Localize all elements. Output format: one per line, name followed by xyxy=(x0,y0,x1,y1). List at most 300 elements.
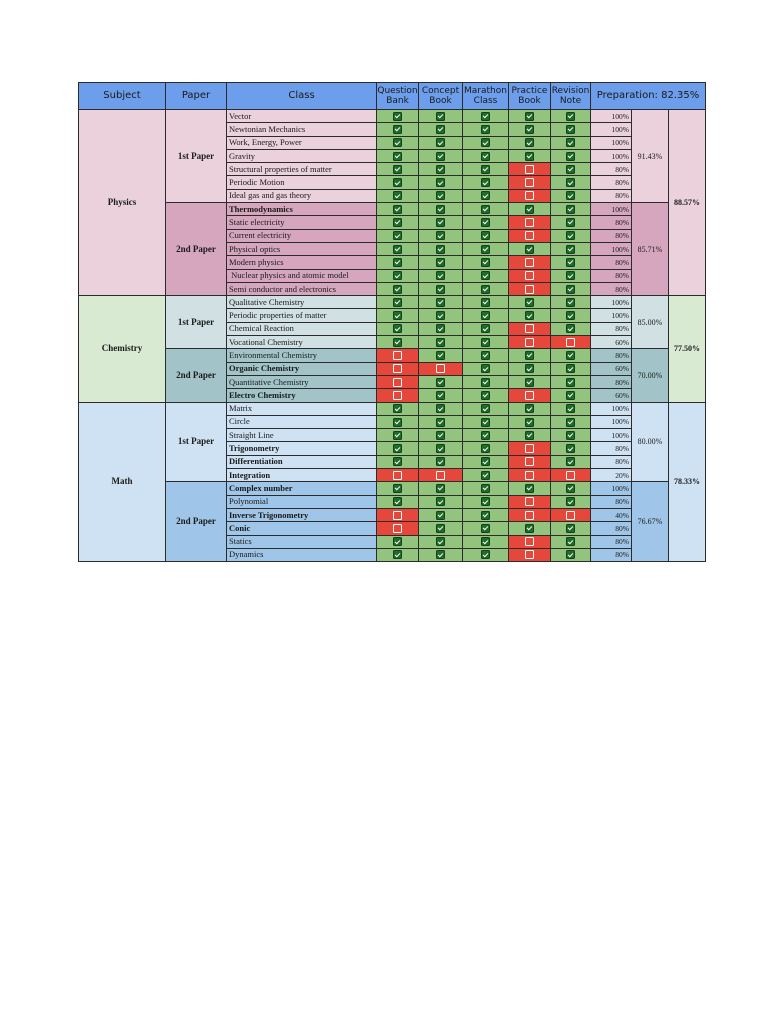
header-marathon-class: Marathon Class xyxy=(463,83,509,110)
checked-checkbox[interactable] xyxy=(525,404,534,413)
marathon-class-cell xyxy=(463,455,509,468)
class-name-cell: Modern physics xyxy=(227,256,377,269)
checked-checkbox[interactable] xyxy=(566,444,575,453)
marathon-class-cell xyxy=(463,349,509,362)
checked-checkbox[interactable] xyxy=(566,311,575,320)
subject-average: 78.33% xyxy=(669,402,706,562)
practice-book-cell xyxy=(509,415,551,428)
unchecked-checkbox[interactable] xyxy=(525,457,534,466)
checked-checkbox[interactable] xyxy=(393,457,402,466)
concept-book-cell xyxy=(419,535,463,548)
checked-checkbox[interactable] xyxy=(436,231,445,240)
checked-checkbox[interactable] xyxy=(481,431,490,440)
practice-book-cell xyxy=(509,110,551,123)
checked-checkbox[interactable] xyxy=(393,165,402,174)
checked-checkbox[interactable] xyxy=(566,378,575,387)
row-percentage: 80% xyxy=(591,455,632,468)
checked-checkbox[interactable] xyxy=(481,205,490,214)
concept-book-cell xyxy=(419,389,463,402)
question-bank-cell xyxy=(377,282,419,295)
marathon-class-cell xyxy=(463,216,509,229)
checked-checkbox[interactable] xyxy=(525,205,534,214)
unchecked-checkbox[interactable] xyxy=(525,324,534,333)
marathon-class-cell xyxy=(463,522,509,535)
preparation-table xyxy=(78,82,706,562)
checked-checkbox[interactable] xyxy=(393,231,402,240)
checked-checkbox[interactable] xyxy=(481,218,490,227)
checked-checkbox[interactable] xyxy=(436,511,445,520)
class-name-cell: Physical optics xyxy=(227,242,377,255)
checked-checkbox[interactable] xyxy=(436,444,445,453)
checked-checkbox[interactable] xyxy=(525,418,534,427)
checked-checkbox[interactable] xyxy=(436,245,445,254)
checked-checkbox[interactable] xyxy=(525,152,534,161)
unchecked-checkbox[interactable] xyxy=(525,444,534,453)
checked-checkbox[interactable] xyxy=(566,138,575,147)
unchecked-checkbox[interactable] xyxy=(525,165,534,174)
checked-checkbox[interactable] xyxy=(481,444,490,453)
checked-checkbox[interactable] xyxy=(436,165,445,174)
row-percentage: 100% xyxy=(591,110,632,123)
checked-checkbox[interactable] xyxy=(393,258,402,267)
checked-checkbox[interactable] xyxy=(566,484,575,493)
row-percentage: 100% xyxy=(591,123,632,136)
question-bank-cell xyxy=(377,242,419,255)
checked-checkbox[interactable] xyxy=(393,245,402,254)
practice-book-cell xyxy=(509,282,551,295)
marathon-class-cell xyxy=(463,508,509,521)
checked-checkbox[interactable] xyxy=(436,152,445,161)
checked-checkbox[interactable] xyxy=(436,497,445,506)
marathon-class-cell xyxy=(463,229,509,242)
checked-checkbox[interactable] xyxy=(436,191,445,200)
checked-checkbox[interactable] xyxy=(566,497,575,506)
unchecked-checkbox[interactable] xyxy=(393,378,402,387)
checked-checkbox[interactable] xyxy=(436,205,445,214)
checked-checkbox[interactable] xyxy=(566,418,575,427)
checked-checkbox[interactable] xyxy=(393,125,402,134)
paper-average: 85.71% xyxy=(632,203,669,296)
row-percentage: 80% xyxy=(591,229,632,242)
checked-checkbox[interactable] xyxy=(481,550,490,559)
checked-checkbox[interactable] xyxy=(525,245,534,254)
revision-note-cell xyxy=(551,269,591,282)
checked-checkbox[interactable] xyxy=(481,285,490,294)
checked-checkbox[interactable] xyxy=(525,112,534,121)
checked-checkbox[interactable] xyxy=(481,364,490,373)
checked-checkbox[interactable] xyxy=(566,205,575,214)
checked-checkbox[interactable] xyxy=(436,112,445,121)
checked-checkbox[interactable] xyxy=(566,178,575,187)
subject-cell: Math xyxy=(79,402,166,562)
checked-checkbox[interactable] xyxy=(481,511,490,520)
checked-checkbox[interactable] xyxy=(436,125,445,134)
row-percentage: 80% xyxy=(591,495,632,508)
checked-checkbox[interactable] xyxy=(566,125,575,134)
checked-checkbox[interactable] xyxy=(525,484,534,493)
checked-checkbox[interactable] xyxy=(393,444,402,453)
unchecked-checkbox[interactable] xyxy=(436,364,445,373)
checked-checkbox[interactable] xyxy=(436,351,445,360)
checked-checkbox[interactable] xyxy=(481,497,490,506)
row-percentage: 80% xyxy=(591,216,632,229)
marathon-class-cell xyxy=(463,548,509,561)
question-bank-cell xyxy=(377,149,419,162)
marathon-class-cell xyxy=(463,362,509,375)
checked-checkbox[interactable] xyxy=(566,351,575,360)
class-name-cell: Environmental Chemistry xyxy=(227,349,377,362)
question-bank-cell xyxy=(377,136,419,149)
unchecked-checkbox[interactable] xyxy=(525,338,534,347)
checked-checkbox[interactable] xyxy=(481,404,490,413)
checked-checkbox[interactable] xyxy=(481,271,490,280)
question-bank-cell xyxy=(377,455,419,468)
checked-checkbox[interactable] xyxy=(436,311,445,320)
practice-book-cell xyxy=(509,242,551,255)
checked-checkbox[interactable] xyxy=(393,311,402,320)
checked-checkbox[interactable] xyxy=(481,152,490,161)
checked-checkbox[interactable] xyxy=(393,418,402,427)
checked-checkbox[interactable] xyxy=(525,298,534,307)
checked-checkbox[interactable] xyxy=(393,152,402,161)
checked-checkbox[interactable] xyxy=(481,298,490,307)
unchecked-checkbox[interactable] xyxy=(525,471,534,480)
checked-checkbox[interactable] xyxy=(393,404,402,413)
row-percentage: 80% xyxy=(591,548,632,561)
marathon-class-cell xyxy=(463,189,509,202)
unchecked-checkbox[interactable] xyxy=(525,511,534,520)
practice-book-cell xyxy=(509,482,551,495)
concept-book-cell xyxy=(419,309,463,322)
checked-checkbox[interactable] xyxy=(436,431,445,440)
checked-checkbox[interactable] xyxy=(393,324,402,333)
checked-checkbox[interactable] xyxy=(436,285,445,294)
concept-book-cell xyxy=(419,402,463,415)
unchecked-checkbox[interactable] xyxy=(393,471,402,480)
revision-note-cell xyxy=(551,123,591,136)
checked-checkbox[interactable] xyxy=(393,271,402,280)
concept-book-cell xyxy=(419,136,463,149)
checked-checkbox[interactable] xyxy=(481,125,490,134)
paper-cell: 1st Paper xyxy=(166,296,227,349)
checked-checkbox[interactable] xyxy=(566,404,575,413)
checked-checkbox[interactable] xyxy=(566,245,575,254)
revision-note-cell xyxy=(551,296,591,309)
row-percentage: 60% xyxy=(591,336,632,349)
practice-book-cell xyxy=(509,375,551,388)
revision-note-cell xyxy=(551,282,591,295)
unchecked-checkbox[interactable] xyxy=(436,471,445,480)
checked-checkbox[interactable] xyxy=(566,285,575,294)
concept-book-cell xyxy=(419,296,463,309)
checked-checkbox[interactable] xyxy=(566,364,575,373)
checked-checkbox[interactable] xyxy=(525,138,534,147)
paper-cell: 2nd Paper xyxy=(166,482,227,562)
revision-note-cell xyxy=(551,229,591,242)
marathon-class-cell xyxy=(463,535,509,548)
question-bank-cell xyxy=(377,322,419,335)
unchecked-checkbox[interactable] xyxy=(393,351,402,360)
revision-note-cell xyxy=(551,176,591,189)
subject-cell: Chemistry xyxy=(79,296,166,402)
row-percentage: 100% xyxy=(591,203,632,216)
concept-book-cell xyxy=(419,189,463,202)
unchecked-checkbox[interactable] xyxy=(566,338,575,347)
practice-book-cell xyxy=(509,309,551,322)
checked-checkbox[interactable] xyxy=(566,298,575,307)
checked-checkbox[interactable] xyxy=(566,258,575,267)
checked-checkbox[interactable] xyxy=(436,524,445,533)
checked-checkbox[interactable] xyxy=(393,205,402,214)
table-row xyxy=(79,402,706,415)
question-bank-cell xyxy=(377,256,419,269)
concept-book-cell xyxy=(419,110,463,123)
row-percentage: 80% xyxy=(591,522,632,535)
checked-checkbox[interactable] xyxy=(436,271,445,280)
marathon-class-cell xyxy=(463,269,509,282)
checked-checkbox[interactable] xyxy=(436,404,445,413)
row-percentage: 80% xyxy=(591,322,632,335)
practice-book-cell xyxy=(509,389,551,402)
checked-checkbox[interactable] xyxy=(525,378,534,387)
checked-checkbox[interactable] xyxy=(481,165,490,174)
checked-checkbox[interactable] xyxy=(566,431,575,440)
checked-checkbox[interactable] xyxy=(566,191,575,200)
checked-checkbox[interactable] xyxy=(566,537,575,546)
checked-checkbox[interactable] xyxy=(525,351,534,360)
checked-checkbox[interactable] xyxy=(393,178,402,187)
practice-book-cell xyxy=(509,296,551,309)
row-percentage: 20% xyxy=(591,469,632,482)
unchecked-checkbox[interactable] xyxy=(525,391,534,400)
concept-book-cell xyxy=(419,548,463,561)
checked-checkbox[interactable] xyxy=(481,537,490,546)
practice-book-cell xyxy=(509,163,551,176)
revision-note-cell xyxy=(551,455,591,468)
unchecked-checkbox[interactable] xyxy=(393,364,402,373)
table-row xyxy=(79,349,706,362)
class-name-cell: Current electricity xyxy=(227,229,377,242)
question-bank-cell xyxy=(377,296,419,309)
revision-note-cell xyxy=(551,402,591,415)
checked-checkbox[interactable] xyxy=(393,298,402,307)
unchecked-checkbox[interactable] xyxy=(393,391,402,400)
practice-book-cell xyxy=(509,123,551,136)
checked-checkbox[interactable] xyxy=(393,484,402,493)
unchecked-checkbox[interactable] xyxy=(566,471,575,480)
checked-checkbox[interactable] xyxy=(481,457,490,466)
checked-checkbox[interactable] xyxy=(481,112,490,121)
unchecked-checkbox[interactable] xyxy=(566,511,575,520)
marathon-class-cell xyxy=(463,149,509,162)
unchecked-checkbox[interactable] xyxy=(393,524,402,533)
practice-book-cell xyxy=(509,136,551,149)
checked-checkbox[interactable] xyxy=(566,524,575,533)
concept-book-cell xyxy=(419,149,463,162)
checked-checkbox[interactable] xyxy=(436,457,445,466)
practice-book-cell xyxy=(509,455,551,468)
checked-checkbox[interactable] xyxy=(481,378,490,387)
marathon-class-cell xyxy=(463,442,509,455)
checked-checkbox[interactable] xyxy=(566,391,575,400)
row-percentage: 80% xyxy=(591,282,632,295)
row-percentage: 80% xyxy=(591,535,632,548)
checked-checkbox[interactable] xyxy=(566,324,575,333)
row-percentage: 80% xyxy=(591,442,632,455)
row-percentage: 80% xyxy=(591,375,632,388)
unchecked-checkbox[interactable] xyxy=(393,511,402,520)
checked-checkbox[interactable] xyxy=(436,258,445,267)
checked-checkbox[interactable] xyxy=(436,298,445,307)
question-bank-cell xyxy=(377,469,419,482)
table-body xyxy=(79,110,706,562)
concept-book-cell xyxy=(419,256,463,269)
unchecked-checkbox[interactable] xyxy=(525,258,534,267)
concept-book-cell xyxy=(419,229,463,242)
checked-checkbox[interactable] xyxy=(481,484,490,493)
row-percentage: 60% xyxy=(591,389,632,402)
practice-book-cell xyxy=(509,535,551,548)
checked-checkbox[interactable] xyxy=(436,391,445,400)
checked-checkbox[interactable] xyxy=(481,471,490,480)
checked-checkbox[interactable] xyxy=(525,524,534,533)
unchecked-checkbox[interactable] xyxy=(525,550,534,559)
unchecked-checkbox[interactable] xyxy=(525,537,534,546)
class-name-cell: Static electricity xyxy=(227,216,377,229)
revision-note-cell xyxy=(551,110,591,123)
unchecked-checkbox[interactable] xyxy=(525,191,534,200)
checked-checkbox[interactable] xyxy=(393,431,402,440)
row-percentage: 60% xyxy=(591,362,632,375)
checked-checkbox[interactable] xyxy=(436,324,445,333)
revision-note-cell xyxy=(551,495,591,508)
checked-checkbox[interactable] xyxy=(566,218,575,227)
checked-checkbox[interactable] xyxy=(525,311,534,320)
checked-checkbox[interactable] xyxy=(481,524,490,533)
question-bank-cell xyxy=(377,189,419,202)
unchecked-checkbox[interactable] xyxy=(525,231,534,240)
checked-checkbox[interactable] xyxy=(481,338,490,347)
class-name-cell: Quantitative Chemistry xyxy=(227,375,377,388)
row-percentage: 40% xyxy=(591,508,632,521)
revision-note-cell xyxy=(551,508,591,521)
row-percentage: 80% xyxy=(591,189,632,202)
checked-checkbox[interactable] xyxy=(566,231,575,240)
practice-book-cell xyxy=(509,508,551,521)
checked-checkbox[interactable] xyxy=(393,112,402,121)
unchecked-checkbox[interactable] xyxy=(525,497,534,506)
checked-checkbox[interactable] xyxy=(481,391,490,400)
checked-checkbox[interactable] xyxy=(436,138,445,147)
class-name-cell: Periodic Motion xyxy=(227,176,377,189)
class-name-cell: Organic Chemistry xyxy=(227,362,377,375)
checked-checkbox[interactable] xyxy=(481,258,490,267)
checked-checkbox[interactable] xyxy=(481,418,490,427)
class-name-cell: Newtonian Mechanics xyxy=(227,123,377,136)
header-practice-book: Practice Book xyxy=(509,83,551,110)
checked-checkbox[interactable] xyxy=(481,191,490,200)
question-bank-cell xyxy=(377,229,419,242)
checked-checkbox[interactable] xyxy=(393,138,402,147)
unchecked-checkbox[interactable] xyxy=(525,271,534,280)
unchecked-checkbox[interactable] xyxy=(525,285,534,294)
checked-checkbox[interactable] xyxy=(525,125,534,134)
row-percentage: 100% xyxy=(591,296,632,309)
revision-note-cell xyxy=(551,522,591,535)
header-row xyxy=(79,83,706,110)
checked-checkbox[interactable] xyxy=(525,431,534,440)
checked-checkbox[interactable] xyxy=(481,138,490,147)
checked-checkbox[interactable] xyxy=(481,311,490,320)
practice-book-cell xyxy=(509,216,551,229)
checked-checkbox[interactable] xyxy=(436,550,445,559)
checked-checkbox[interactable] xyxy=(566,271,575,280)
unchecked-checkbox[interactable] xyxy=(525,218,534,227)
concept-book-cell xyxy=(419,336,463,349)
checked-checkbox[interactable] xyxy=(436,418,445,427)
question-bank-cell xyxy=(377,508,419,521)
class-name-cell: Straight Line xyxy=(227,429,377,442)
checked-checkbox[interactable] xyxy=(436,218,445,227)
checked-checkbox[interactable] xyxy=(566,457,575,466)
checked-checkbox[interactable] xyxy=(436,338,445,347)
paper-average: 80.00% xyxy=(632,402,669,482)
checked-checkbox[interactable] xyxy=(436,484,445,493)
checked-checkbox[interactable] xyxy=(436,378,445,387)
checked-checkbox[interactable] xyxy=(525,364,534,373)
unchecked-checkbox[interactable] xyxy=(525,178,534,187)
checked-checkbox[interactable] xyxy=(481,178,490,187)
checked-checkbox[interactable] xyxy=(436,178,445,187)
checked-checkbox[interactable] xyxy=(481,324,490,333)
checked-checkbox[interactable] xyxy=(566,152,575,161)
checked-checkbox[interactable] xyxy=(393,338,402,347)
class-name-cell: Inverse Trigonometry xyxy=(227,508,377,521)
checked-checkbox[interactable] xyxy=(393,191,402,200)
checked-checkbox[interactable] xyxy=(393,537,402,546)
question-bank-cell xyxy=(377,389,419,402)
practice-book-cell xyxy=(509,149,551,162)
revision-note-cell xyxy=(551,349,591,362)
question-bank-cell xyxy=(377,402,419,415)
checked-checkbox[interactable] xyxy=(393,285,402,294)
checked-checkbox[interactable] xyxy=(436,537,445,546)
checked-checkbox[interactable] xyxy=(393,550,402,559)
checked-checkbox[interactable] xyxy=(566,112,575,121)
question-bank-cell xyxy=(377,375,419,388)
class-name-cell: Complex number xyxy=(227,482,377,495)
checked-checkbox[interactable] xyxy=(566,165,575,174)
row-percentage: 100% xyxy=(591,482,632,495)
revision-note-cell xyxy=(551,322,591,335)
header-preparation: Preparation: 82.35% xyxy=(591,83,706,110)
marathon-class-cell xyxy=(463,176,509,189)
revision-note-cell xyxy=(551,548,591,561)
question-bank-cell xyxy=(377,163,419,176)
checked-checkbox[interactable] xyxy=(481,231,490,240)
class-name-cell: Semi conductor and electronics xyxy=(227,282,377,295)
class-name-cell: Work, Energy, Power xyxy=(227,136,377,149)
checked-checkbox[interactable] xyxy=(481,245,490,254)
concept-book-cell xyxy=(419,322,463,335)
checked-checkbox[interactable] xyxy=(481,351,490,360)
checked-checkbox[interactable] xyxy=(393,497,402,506)
question-bank-cell xyxy=(377,203,419,216)
checked-checkbox[interactable] xyxy=(566,550,575,559)
checked-checkbox[interactable] xyxy=(393,218,402,227)
concept-book-cell xyxy=(419,522,463,535)
concept-book-cell xyxy=(419,123,463,136)
